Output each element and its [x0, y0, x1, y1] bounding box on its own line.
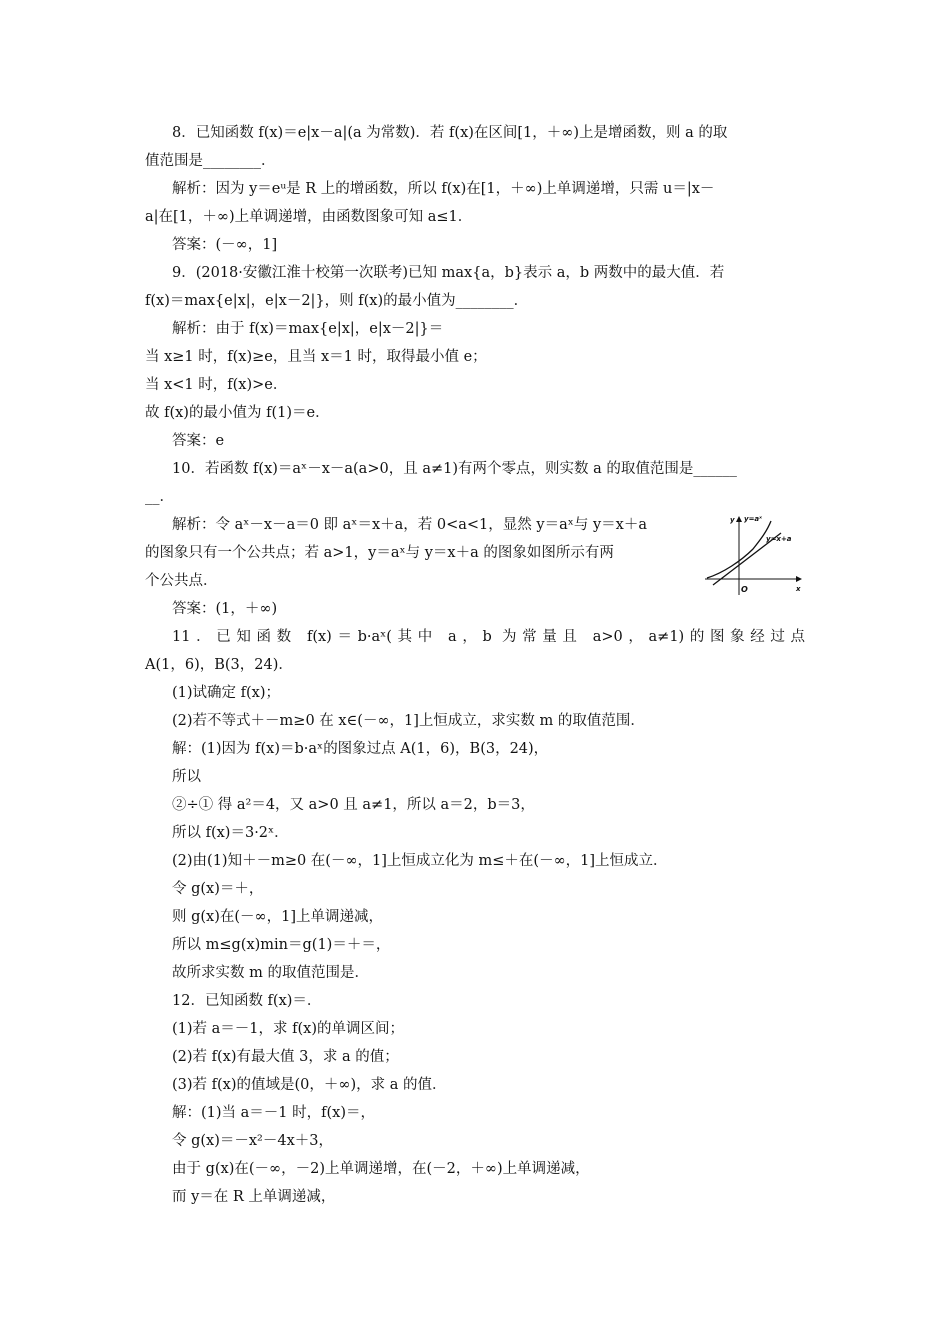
exp-curve-label: y=aˣ [744, 515, 763, 523]
problem-12-line-1: 12．已知函数 f(x)＝． [172, 993, 322, 1009]
problem-11-line-2: A(1，6)，B(3，24)． [145, 657, 293, 673]
problem-11-solution-8: 所以 m≤g(x)min＝g(1)＝＋＝， [172, 937, 391, 953]
problem-11-solution-2: 所以 [172, 769, 201, 785]
problem-8-answer: 答案：(－∞，1] [172, 237, 278, 253]
problem-11-solution-9: 故所求实数 m 的取值范围是． [172, 965, 369, 981]
line-label: y=x+a [766, 535, 792, 543]
problem-8-line-1: 8．已知函数 f(x)＝e|x－a|(a 为常数)．若 f(x)在区间[1，＋∞)上是增函数，则 a 的取 [172, 125, 728, 141]
problem-12-solution-2: 令 g(x)＝－x²－4x＋3， [172, 1133, 334, 1149]
intersection-figure [703, 513, 810, 597]
problem-12-solution-1: 解：(1)当 a＝－1 时，f(x)＝， [172, 1105, 375, 1121]
problem-11-part-1: (1)试确定 f(x)； [172, 685, 281, 701]
problem-11-part-2: (2)若不等式＋－m≥0 在 x∈(－∞，1]上恒成立，求实数 m 的取值范围． [172, 713, 645, 729]
problem-10-answer: 答案：(1，＋∞) [172, 601, 278, 617]
problem-11-line-1: 11．已知函数 f(x)＝b·aˣ(其中 a，b 为常量且 a>0，a≠1)的图象经过点 [172, 629, 805, 645]
origin-label: O [741, 585, 748, 594]
problem-12-part-2: (2)若 f(x)有最大值 3，求 a 的值； [172, 1049, 399, 1065]
problem-12-part-3: (3)若 f(x)的值域是(0，＋∞)，求 a 的值． [172, 1077, 447, 1093]
y-axis-label: y [730, 516, 735, 524]
problem-10-line-2: __． [145, 489, 174, 505]
problem-9-answer: 答案：e [172, 433, 225, 449]
problem-9-case-2: 当 x<1 时，f(x)>e． [145, 377, 288, 393]
problem-9-line-2: f(x)＝max{e|x|，e|x－2|}，则 f(x)的最小值为________． [145, 293, 529, 309]
x-axis-label: x [796, 585, 801, 593]
problem-11-solution-4: 所以 f(x)＝3·2ˣ． [172, 825, 289, 841]
problem-11-solution-7: 则 g(x)在(－∞，1]上单调递减， [172, 909, 383, 925]
problem-9-conclusion: 故 f(x)的最小值为 f(1)＝e． [145, 405, 330, 421]
problem-12-solution-3: 由于 g(x)在(－∞，－2)上单调递增，在(－2，＋∞)上单调递减， [172, 1161, 590, 1177]
problem-10-analysis-2: 的图象只有一个公共点；若 a>1，y＝aˣ与 y＝x＋a 的图象如图所示有两 [145, 545, 614, 561]
problem-12-solution-4: 而 y＝在 R 上单调递减， [172, 1189, 336, 1205]
problem-11-solution-6: 令 g(x)＝＋， [172, 881, 264, 897]
problem-8-analysis-2: a|在[1，＋∞)上单调递增，由函数图象可知 a≤1． [145, 209, 473, 225]
problem-11-solution-3: ②÷① 得 a²＝4，又 a>0 且 a≠1，所以 a＝2，b＝3， [172, 797, 535, 813]
problem-10-line-1: 10．若函数 f(x)＝aˣ－x－a(a>0，且 a≠1)有两个零点，则实数 a 的取值范围是______ [172, 461, 737, 477]
problem-10-analysis-1: 解析：令 aˣ－x－a＝0 即 aˣ＝x＋a，若 0<a<1，显然 y＝aˣ与 y＝x＋a [172, 517, 647, 533]
problem-9-analysis: 解析：由于 f(x)＝max{e|x|，e|x－2|}＝ [172, 321, 444, 337]
problem-9-line-1: 9．(2018·安徽江淮十校第一次联考)已知 max{a，b}表示 a，b 两数中的最大值．若 [172, 265, 725, 281]
problem-11-solution-1: 解：(1)因为 f(x)＝b·aˣ的图象过点 A(1，6)，B(3，24)， [172, 741, 549, 757]
problem-10-analysis-3: 个公共点． [145, 573, 218, 589]
problem-8-analysis: 解析：因为 y＝eᵘ是 R 上的增函数，所以 f(x)在[1，＋∞)上单调递增，只需 u＝|x－ [172, 181, 715, 197]
problem-8-line-2: 值范围是________． [145, 153, 276, 169]
problem-9-case-1: 当 x≥1 时，f(x)≥e，且当 x＝1 时，取得最小值 e； [145, 349, 487, 365]
problem-12-part-1: (1)若 a＝－1，求 f(x)的单调区间； [172, 1021, 404, 1037]
problem-11-solution-5: (2)由(1)知＋－m≥0 在(－∞，1]上恒成立化为 m≤＋在(－∞，1]上恒成立． [172, 853, 668, 869]
